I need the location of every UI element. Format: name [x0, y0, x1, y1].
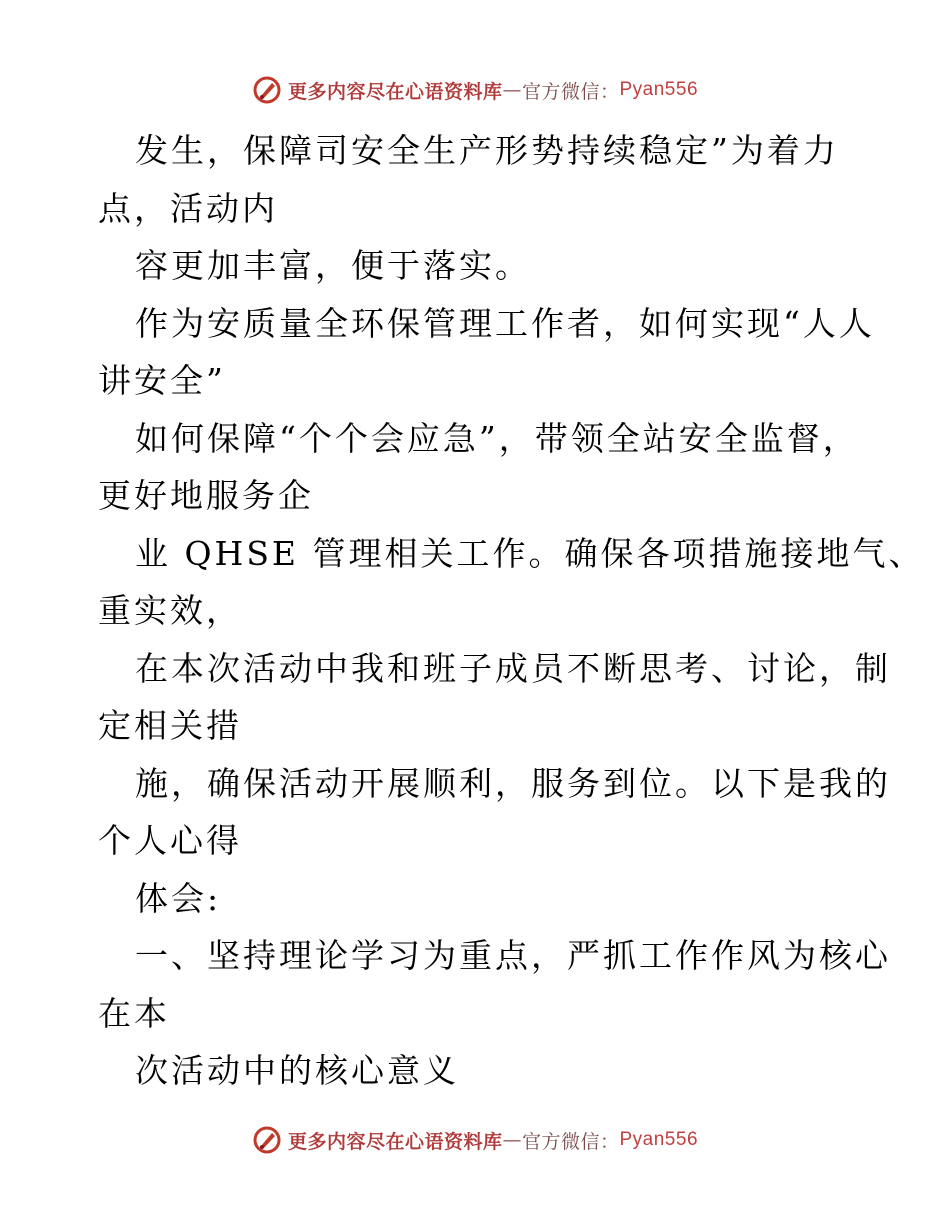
body-line: 体会:: [135, 878, 222, 918]
body-line: 重实效，: [98, 591, 242, 630]
footer-banner: [0, 1120, 950, 1160]
brand-logo-icon: [252, 75, 282, 105]
body-line: 容更加丰富，便于落实。: [135, 246, 531, 285]
body-line: 在本: [98, 993, 170, 1033]
body-line: 业 QHSE 管理相关工作。确保各项措施接地气、: [135, 533, 925, 573]
body-line: 讲安全”: [98, 361, 226, 400]
footer-wechat-label: 官方微信：: [521, 1130, 620, 1153]
document-body: [98, 122, 925, 1100]
body-line: 施，确保活动开展顺利，服务到位。以下是我的: [135, 763, 891, 803]
body-line: 一、坚持理论学习为重点，严抓工作作风为核心: [135, 936, 891, 975]
body-line: 次活动中的核心意义: [135, 1051, 459, 1090]
brand-logo-icon: [252, 1125, 282, 1155]
header-banner: [0, 70, 950, 110]
body-line: 定相关措: [98, 706, 242, 745]
footer-wechat-id: Pyan556: [619, 1129, 699, 1150]
header-wechat-id: Pyan556: [619, 79, 699, 100]
header-separator: —: [502, 79, 522, 101]
body-line: 发生，保障司安全生产形势持续稳定”为着力: [135, 131, 839, 170]
body-line: 在本次活动中我和班子成员不断思考、讨论，制: [135, 648, 891, 688]
header-wechat-label: 官方微信：: [521, 80, 620, 103]
body-line: 作为安质量全环保管理工作者，如何实现“人人: [135, 303, 875, 343]
body-line: 个人心得: [98, 821, 242, 860]
header-site-name: 更多内容尽在心语资料库: [287, 80, 503, 103]
footer-separator: —: [502, 1129, 522, 1151]
footer-site-name: 更多内容尽在心语资料库: [287, 1130, 503, 1153]
body-line: 如何保障“个个会应急”，带领全站安全监督，: [135, 418, 859, 458]
body-line: 更好地服务企: [98, 476, 314, 515]
body-line: 点，活动内: [98, 188, 278, 228]
